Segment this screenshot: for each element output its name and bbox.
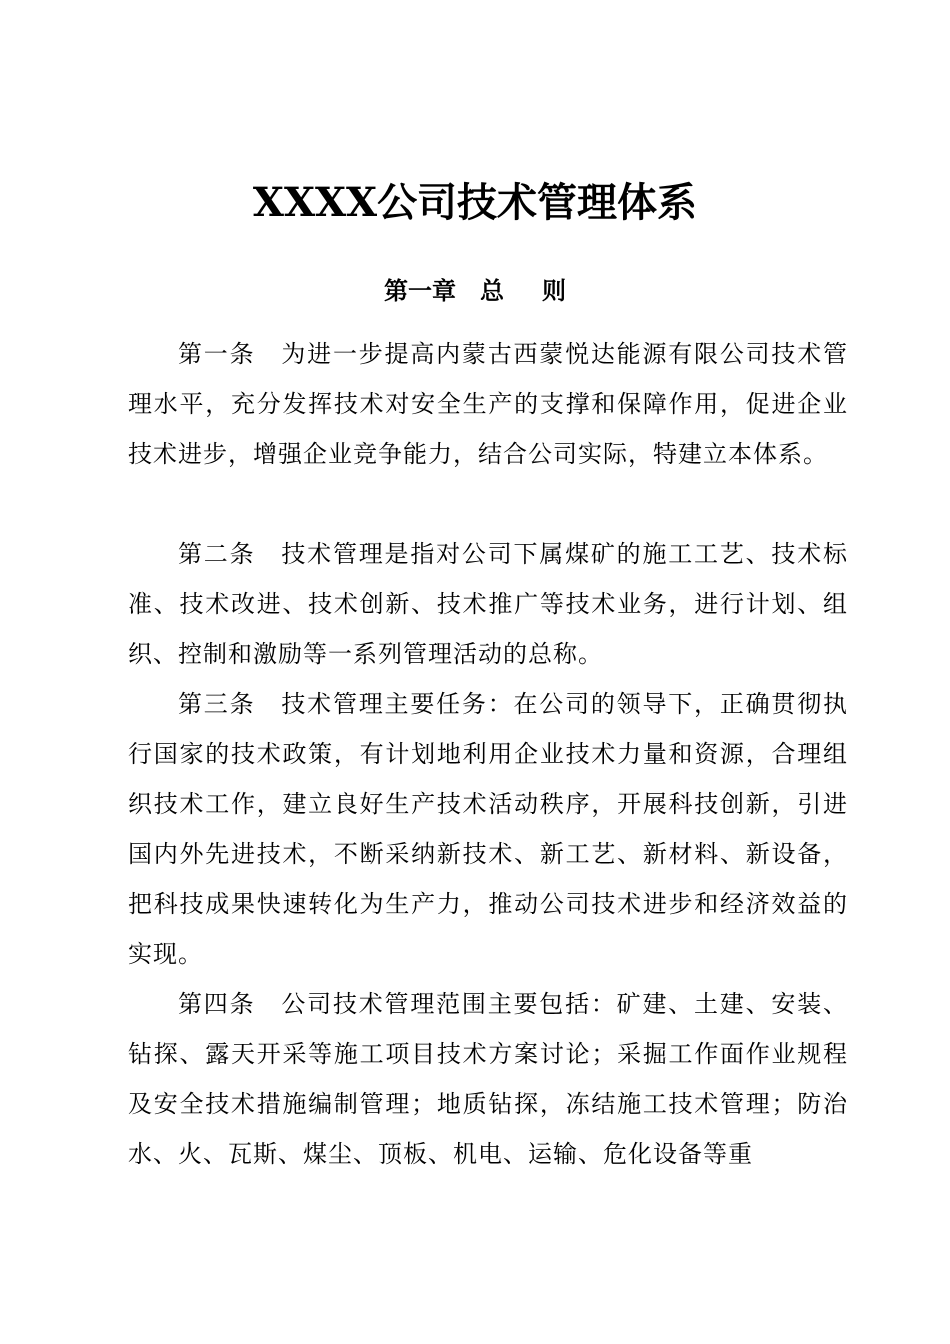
article-2 — [128, 529, 848, 679]
article-4 — [128, 979, 848, 1179]
chapter-number: 第一章 — [384, 277, 456, 305]
article-number: 第一条 — [178, 340, 256, 368]
article-3 — [128, 679, 848, 979]
article-text: 为进一步提高内蒙古西蒙悦达能源有限公司技术管理水平，充分发挥技术对安全生产的支撑和保障作用，促进企业技术进步，增强企业竞争能力，结合公司实际，特建立本体系。 — [128, 340, 848, 468]
article-1 — [128, 329, 848, 479]
chapter-title-char-1: 总 — [480, 277, 504, 305]
article-text: 技术管理是指对公司下属煤矿的施工工艺、技术标准、技术改进、技术创新、技术推广等技术业务，进行计划、组织、控制和激励等一系列管理活动的总称。 — [128, 540, 848, 668]
article-number: 第四条 — [178, 990, 256, 1018]
article-text: 公司技术管理范围主要包括：矿建、土建、安装、钻探、露天开采等施工项目技术方案讨论；采掘工作面作业规程及安全技术措施编制管理；地质钻探，冻结施工技术管理；防治水、火、瓦斯、煤尘、顶板、机电、运输、危化设备等重 — [128, 990, 848, 1168]
chapter-title-char-2: 则 — [542, 277, 566, 305]
document-title: XXXX公司技术管理体系 — [252, 179, 698, 226]
article-number: 第二条 — [178, 540, 256, 568]
article-text: 技术管理主要任务：在公司的领导下，正确贯彻执行国家的技术政策，有计划地利用企业技术力量和资源，合理组织技术工作，建立良好生产技术活动秩序，开展科技创新，引进国内外先进技术，不断采纳新技术、新工艺、新材料、新设备，把科技成果快速转化为生产力，推动公司技术进步和经济效益的实现。 — [128, 690, 848, 968]
chapter-heading — [0, 273, 950, 309]
article-number: 第三条 — [178, 690, 256, 718]
